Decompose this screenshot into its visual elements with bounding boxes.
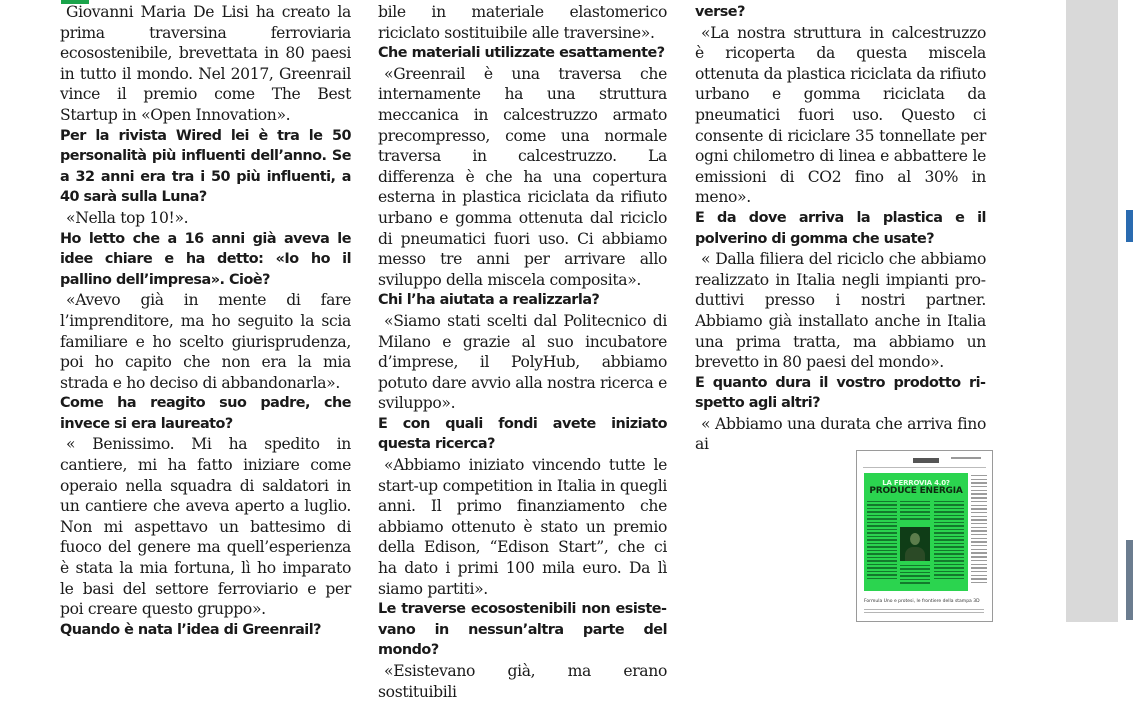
interview-answer: «Nella top 10!».: [66, 208, 189, 227]
thumbnail-green-article: [864, 473, 968, 591]
article-column-3: [695, 2, 986, 455]
thumbnail-header: [863, 455, 986, 468]
thumbnail-title-line1: LA FERROVIA 4.0?: [882, 479, 950, 487]
interview-question: Che materiali utilizzate esattamente?: [378, 45, 665, 62]
thumbnail-side-column: [971, 475, 987, 585]
article-column-2: [378, 2, 667, 702]
interview-answer: bile in materiale elastomerico riciclato sostituibile alle traversine».: [378, 3, 667, 42]
thumbnail-footer-headline: Formula Uno e protesi, le frontiere della stampa 3D: [864, 599, 980, 604]
page-thumbnail[interactable]: [856, 450, 993, 622]
interview-answer: « Dalla filiera del riciclo che abbiamo realizzato in Italia negli impianti produttivi presso i nostri partner. Abbiamo già installato anche in Italia una prima tratta, ma abbiamo un brevetto in 80 paesi del mondo».: [695, 250, 986, 372]
interview-question: E da dove arriva la plastica e il polverino di gomma che usate?: [695, 209, 986, 247]
interview-answer: «La nostra struttura in calcestruzzo è ricoperta da questa miscela ottenuta da plastica riciclata da rifiuto urbano e gomma riciclata da pneumatici fuori uso. Questo ci consente di riciclare 35 tonnellate per ogni chilometro di linea e abbattere le emissioni di CO2 fino al 30% in meno».: [695, 23, 986, 207]
thumbnail-text-column: [900, 501, 930, 523]
interview-question: Ho letto che a 16 anni già aveva le idee chiare e ha detto: «Io ho il pallino dell’impresa». Cioè?: [60, 230, 351, 288]
interview-question: Per la rivista Wired lei è tra le 50 personalità più influenti dell’anno. Se a 32 anni era tra i 50 più influenti, a 40 sarà sulla Luna?: [60, 127, 351, 206]
interview-question: E con quali fondi avete iniziato questa ricerca?: [378, 415, 667, 453]
interview-answer: «Abbiamo iniziato vincendo tutte le start-up competition in Italia in quegli anni. Il primo finanziamento che abbiamo ottenuto è stato un premio della Edison, “Edison Start”, che ci ha dato i primi 100 mila euro. Da lì siamo partiti».: [378, 456, 667, 598]
interview-question: verse?: [695, 4, 745, 20]
article-column-1: [60, 2, 351, 640]
thumbnail-portrait-photo: [900, 527, 930, 561]
interview-question: Le traverse ecosostenibili non esistevano in nessun’altra parte del mondo?: [378, 601, 667, 659]
thumbnail-footer-text: [864, 609, 984, 617]
interview-question: Come ha reagito suo padre, che invece si era laureato?: [60, 395, 351, 432]
background-window-edge: [1126, 540, 1133, 620]
thumbnail-text-column: [934, 501, 964, 587]
interview-answer: « Abbiamo una durata che arriva fino ai: [695, 414, 986, 454]
interview-question: Chi l’ha aiutata a realizzarla?: [378, 292, 600, 309]
thumbnail-text-column: [900, 565, 930, 587]
interview-question: E quanto dura il vostro prodotto rispetto agli altri?: [695, 374, 986, 412]
window-edge: [1118, 0, 1133, 622]
interview-answer: Giovanni Maria De Lisi ha creato la prima traversina ferroviaria ecosostenibile, brevettata in 80 paesi in tutto il mondo. Nel 2017, Greenrail vince il premio come The Best Startup in «Open Innovation».: [60, 3, 351, 124]
interview-answer: « Benissimo. Mi ha spedito in cantiere, mi ha fatto iniziare come operaio nella squadra di saldatori in un cantiere che aveva aperto a luglio. Non mi aspettavo un battesimo di fuoco del genere ma quell’esperienza è stata la mia fortuna, lì ho imparato le basi del settore ferroviario e per poi creare questo gruppo».: [60, 435, 351, 619]
interview-answer: «Esistevano già, ma erano sostituibili: [378, 662, 667, 701]
interview-question: Quando è nata l’idea di Greenrail?: [60, 621, 322, 638]
interview-answer: «Greenrail è una traversa che internamente ha una struttura meccanica in calcestruzzo armato precompresso, come una normale traversa in calcestruzzo. La differenza è che ha una copertura esterna in plastica riciclata da rifiuto urbano e gomma ottenuta dal riciclo di pneumatici fuori uso. Ci abbiamo messo tre anni per arrivare allo sviluppo della miscela composita».: [378, 64, 667, 289]
thumbnail-text-column: [867, 501, 897, 587]
thumbnail-title-line2: PRODUCE ENERGIA: [869, 486, 963, 496]
interview-answer: «Avevo già in mente di fare l’imprenditore, ma ho seguito la scia familiare e ho scelto giurisprudenza, poi ho capito che non era la mia strada e ho deciso di abbandonarla».: [60, 291, 351, 392]
interview-answer: «Siamo stati scelti dal Politecnico di Milano e grazie al suo incubatore d’imprese, il PolyHub, abbiamo potuto dare avvio alla nostra ricerca e sviluppo».: [378, 311, 667, 413]
background-window-edge: [1126, 210, 1133, 242]
